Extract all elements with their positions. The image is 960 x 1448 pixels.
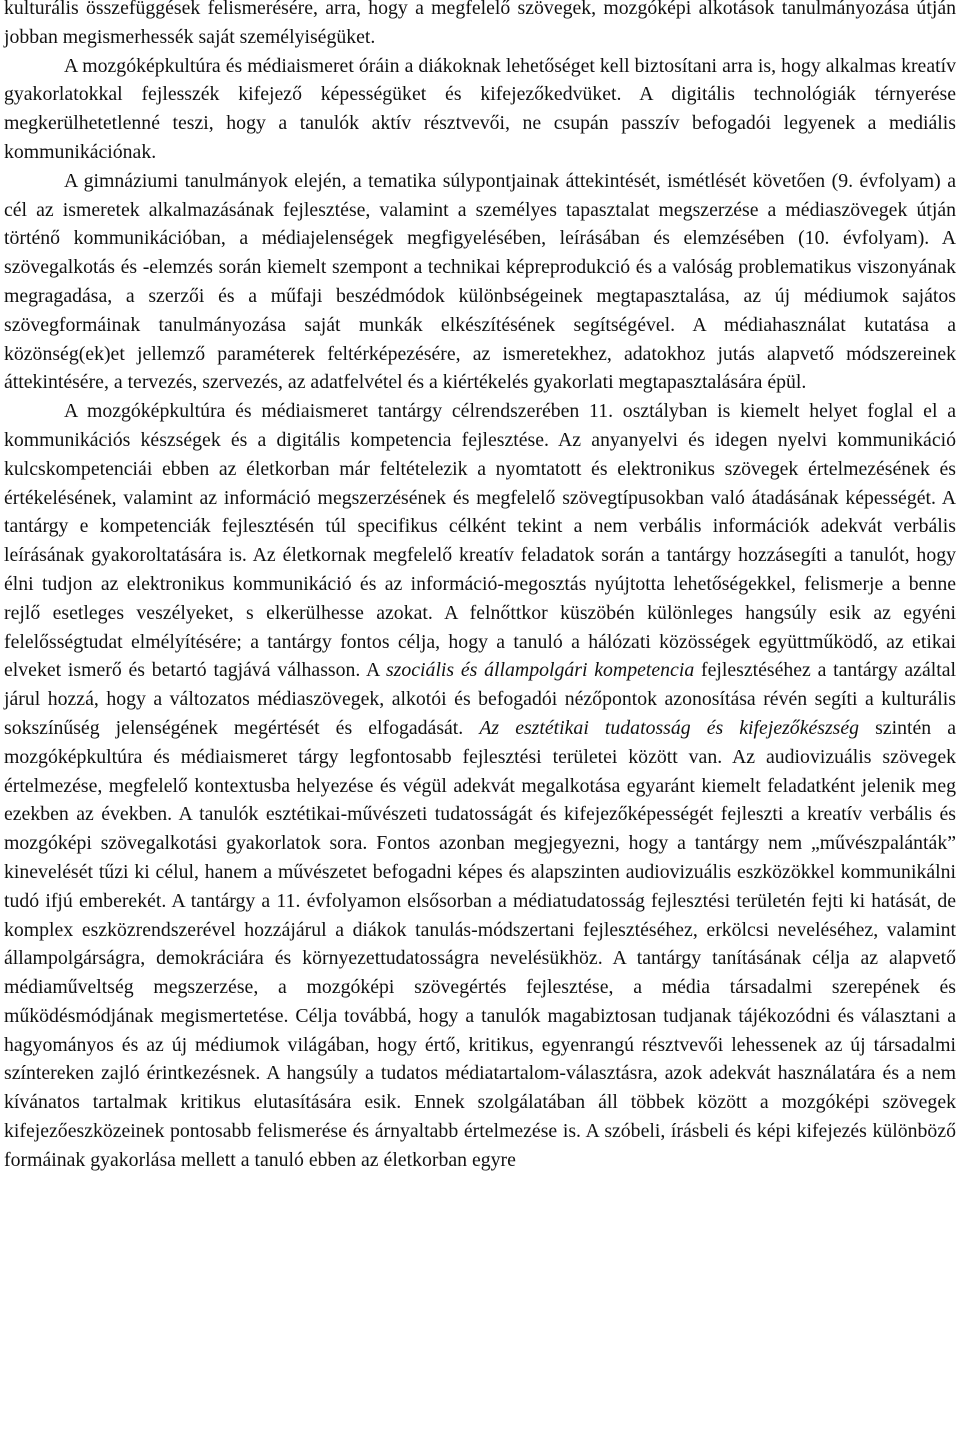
text-segment: A mozgóképkultúra és médiaismeret tantárgy célrendszerében 11. osztályban is kiemelt helyet foglal el a kommunikációs készségek és a digitális kompetencia fejlesztése. Az anyanyelvi és idegen nyelvi kommunikáció kulcskompetenciái ebben az életkorban már feltételezik a nyomtatott és elektronikus szövegek értelmezésének és értékelésének, valamint az információ megszerzésének és megfelelő szövegtípusokban való átadásának képességét. A tantárgy e kompetenciák fejlesztésén túl specifikus célként tekint a nem verbális információk adekvát verbális leírásának gyakoroltatására is. Az életkornak megfelelő kreatív feladatok során a tantárgy hozzásegíti a tanulót, hogy élni tudjon az elektronikus kommunikáció és az információ-megosztás nyújtotta lehetőségekkel, felismerje a benne rejlő esetleges veszélyeket, s elkerülhesse azokat. A felnőttkor küszöbén különleges hangsúly esik az egyéni felelősségtudat elmélyítésére; a tantárgy fontos célja, hogy a tanuló a hálózati közösségek együttműködő, az etikai elveket ismerő és betartó tagjává válhasson. A: [4, 400, 956, 682]
paragraph-intro-continuation: kulturális összefüggések felismerésére, arra, hogy a megfelelő szövegek, mozgóképi alkotások tanulmányozása útján jobban megismerhessék saját személyiségüket.: [4, 0, 956, 48]
emphasis-aesthetic-awareness: Az esztétikai tudatosság és kifejezőkészség: [479, 716, 860, 739]
paragraph-competence-development: [4, 397, 956, 1175]
paragraph-grammar-school-goals: A gimnáziumi tanulmányok elején, a tematika súlypontjainak áttekintését, ismétlését követően (9. évfolyam) a cél az ismeretek alkalmazásának fejlesztése, valamint a személyes tapasztalat megszerzése a médiaszövegek útján történő kommunikációban, a médiajelenségek megfigyelésében, leírásában és elemzésében (10. évfolyam). A szövegalkotás és -elemzés során kiemelt szempont a technikai képreprodukció és a valóság problematikus viszonyának megragadása, a szerzői és a műfaji beszédmódok különbségeinek megtapasztalása, az új médiumok sajátos szövegformáinak tanulmányozása saját munkák elkészítésének segítségével. A médiahasználat kutatása a közönség(ek)et jellemző paraméterek feltérképezésére, az ismeretekhez, adatokhoz jutás alapvető módszereinek áttekintésére, a tervezés, szervezés, az adatfelvétel és a kiértékelés gyakorlati megtapasztalására épül.: [4, 169, 956, 394]
text-segment: fejlesztéséhez a tantárgy azáltal járul hozzá, hogy a változatos médiaszövegek, alkotói és befogadói nézőpontok azonosítása révén segíti a kulturális sokszínűség jelenségének megértését és elfogadását.: [4, 659, 956, 739]
emphasis-social-civic-competence: szociális és állampolgári kompetencia: [385, 659, 695, 682]
paragraph-creative-practice: A mozgóképkultúra és médiaismeret óráin a diákoknak lehetőséget kell biztosítani arra is, hogy alkalmas kreatív gyakorlatokkal fejlesszék kifejező képességüket és kifejezőkedvüket. A digitális technológiák térnyerése megkerülhetetlenné teszi, hogy a tanulók aktív résztvevői, ne csupán passzív befogadói legyenek a mediális kommunikációnak.: [4, 54, 956, 163]
text-segment: szintén a mozgóképkultúra és médiaismeret tárgy legfontosabb fejlesztési területei között van. Az audiovizuális szövegek értelmezése, megfelelő kontextusba helyezése és végül adekvát megalkotása egyaránt kiemelt feladatként jelenik meg ezekben az években. A tanulók esztétikai-művészeti tudatosságát és kifejezőképességét fejleszti a kreatív verbális és mozgóképi szövegalkotási gyakorlatok sora. Fontos azonban megjegyezni, hogy a tantárgy nem „művészpalánták” kinevelését tűzi ki célul, hanem a művészetet befogadni képes és alapszinten audiovizuális eszközökkel kommunikálni tudó ifjú emberekét. A tantárgy a 11. évfolyamon elsősorban a médiatudatosság fejlesztési területén fejti ki hatását, de komplex eszközrendszerével hozzájárul a diákok tanulás-módszertani fejlesztéséhez, erkölcsi neveléséhez, valamint állampolgárságra, demokráciára és környezettudatosságra nevelésükhöz. A tantárgy tanításának célja az alapvető médiaműveltség megszerzése, a mozgóképi szövegértés fejlesztése, a média társadalmi szerepének és működésmódjának megismertetése. Célja továbbá, hogy a tanulók magabiztosan tudjanak tájékozódni és választani a hagyományos és az új médiumok világában, hogy értő, kritikus, egyenrangú résztvevői lehessenek az új társadalmi színtereken zajló érintkezésnek. A hangsúly a tudatos médiatartalom-választásra, azok adekvát használatára és a nem kívánatos tartalmak kritikus elutasítására esik. Ennek szolgálatában áll többek között a mozgóképi szövegek kifejezőeszközeinek pontosabb felismerése és árnyaltabb értelmezése is. A szóbeli, írásbeli és képi kifejezés különböző formáinak gyakorlása mellett a tanuló ebben az életkorban egyre: [4, 716, 957, 1171]
document-body: [4, 0, 956, 1175]
